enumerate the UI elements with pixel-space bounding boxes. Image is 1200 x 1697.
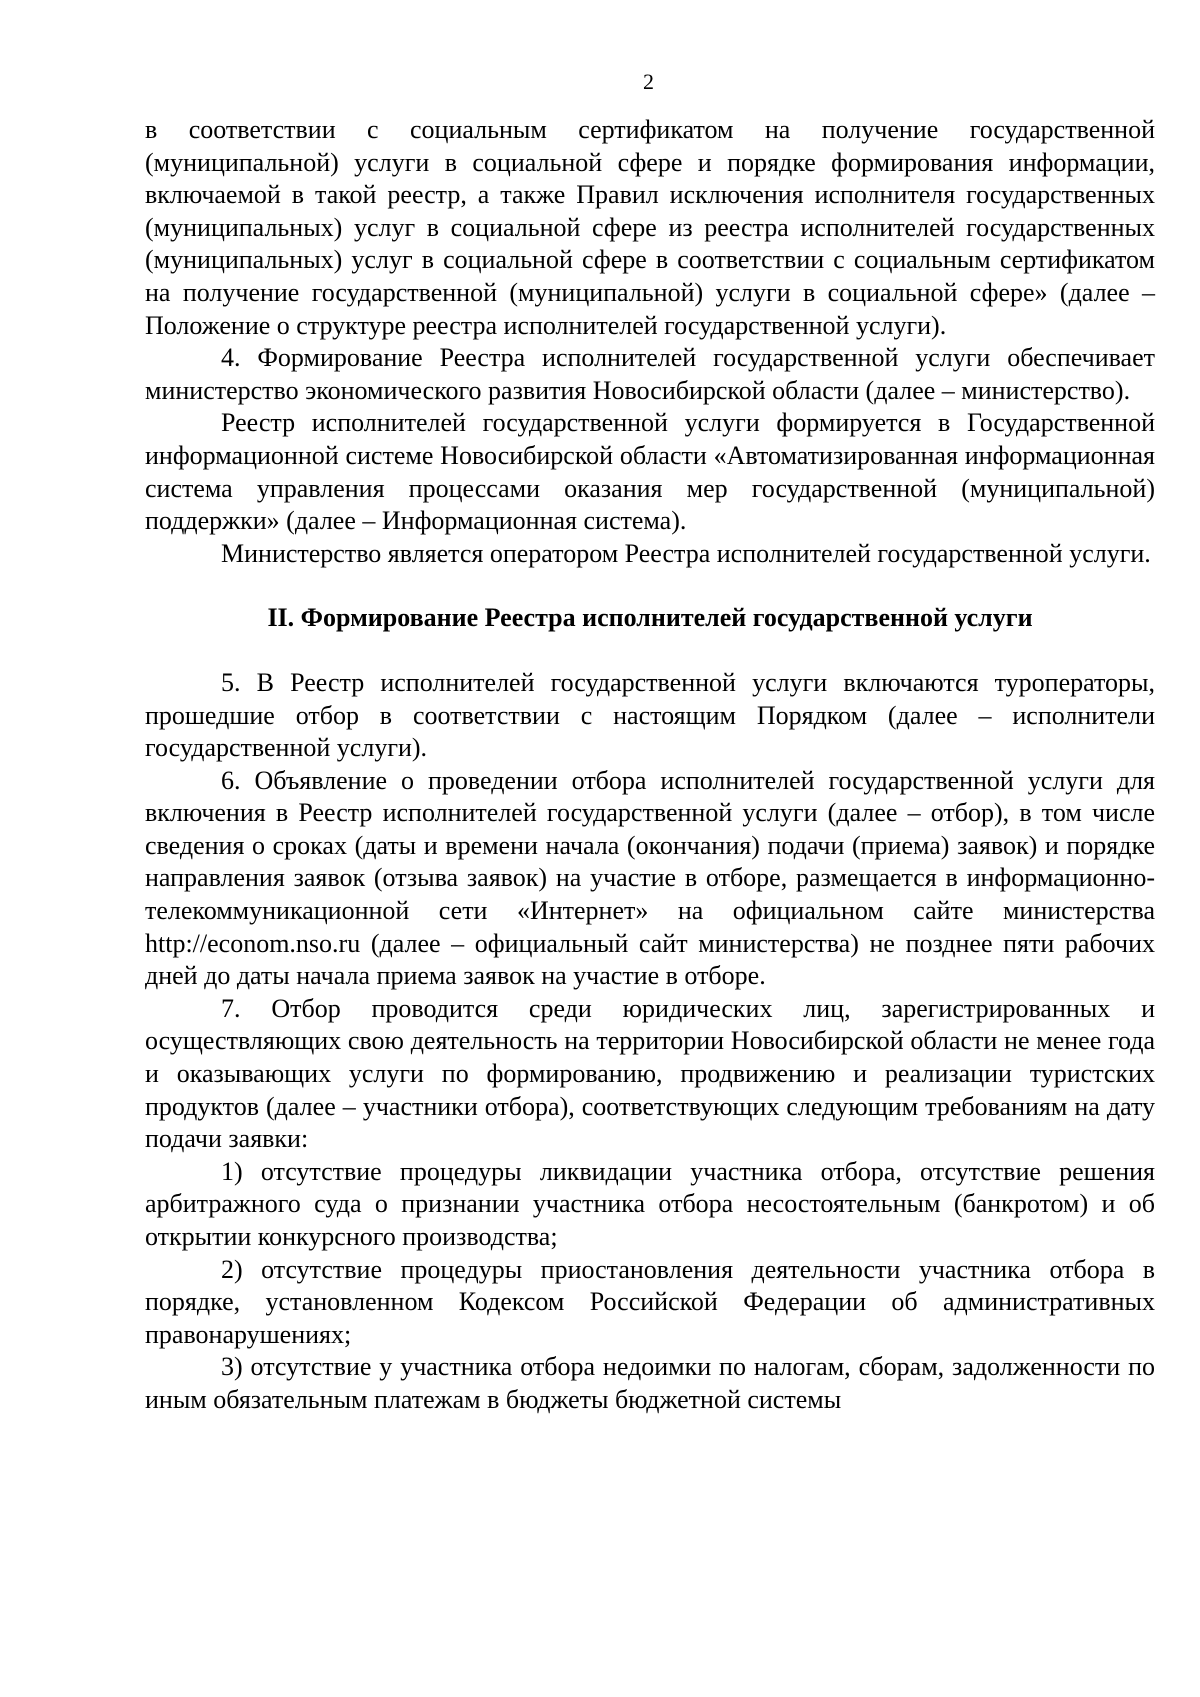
paragraph-4-operator: Министерство является оператором Реестра исполнителей государственной услуги.: [221, 538, 1151, 568]
paragraph-7-item-2: 2) отсутствие процедуры приостановления деятельности участника отбора в порядке, установленном Кодексом Российской Федерации об административных правонарушениях;: [145, 1254, 1155, 1349]
paragraph-4: 4. Формирование Реестра исполнителей государственной услуги обеспечивает министерство экономического развития Новосибирской области (далее – министерство).: [145, 343, 1155, 405]
document-body: [145, 114, 1155, 1417]
page-number: 2: [643, 69, 654, 94]
section-heading: II. Формирование Реестра исполнителей государственной услуги: [267, 603, 1033, 633]
paragraph-continuation: в соответствии с социальным сертификатом на получение государственной (муниципальной) услуги в социальной сфере и порядке формирования информации, включаемой в такой реестр, а также Правил исключения исполнителя государственных (муниципальных) услуг в социальной сфере из реестра исполнителей государственных (муниципальных) услуг в социальной сфере в соответствии с социальным сертификатом на получение государственной (муниципальной) услуги в социальной сфере» (далее – Положение о структуре реестра исполнителей государственной услуги).: [145, 115, 1155, 340]
paragraph-6: 6. Объявление о проведении отбора исполнителей государственной услуги для включения в Реестр исполнителей государственной услуги (далее – отбор), в том числе сведения о сроках (даты и времени начала (окончания) подачи (приема) заявок) и порядке направления заявок (отзыва заявок) на участие в отборе, размещается в информационно-телекоммуникационной сети «Интернет» на официальном сайте министерства http://econom.nso.ru (далее – официальный сайт министерства) не позднее пяти рабочих дней до даты начала приема заявок на участие в отборе.: [145, 765, 1155, 991]
paragraph-7-item-1: 1) отсутствие процедуры ликвидации участника отбора, отсутствие решения арбитражного суда о признании участника отбора несостоятельным (банкротом) и об открытии конкурсного производства;: [145, 1156, 1155, 1251]
paragraph-7-item-3: 3) отсутствие у участника отбора недоимки по налогам, сборам, задолженности по иным обязательным платежам в бюджеты бюджетной системы: [145, 1352, 1155, 1414]
paragraph-4-registry: Реестр исполнителей государственной услуги формируется в Государственной информационной системе Новосибирской области «Автоматизированная информационная система управления процессами оказания мер государственной (муниципальной) поддержки» (далее – Информационная система).: [145, 408, 1155, 536]
paragraph-5: 5. В Реестр исполнителей государственной услуги включаются туроператоры, прошедшие отбор в соответствии с настоящим Порядком (далее – исполнители государственной услуги).: [145, 667, 1155, 763]
paragraph-7: 7. Отбор проводится среди юридических лиц, зарегистрированных и осуществляющих свою деятельность на территории Новосибирской области не менее года и оказывающих услуги по формированию, продвижению и реализации туристских продуктов (далее – участники отбора), соответствующих следующим требованиям на дату подачи заявки:: [145, 993, 1155, 1154]
